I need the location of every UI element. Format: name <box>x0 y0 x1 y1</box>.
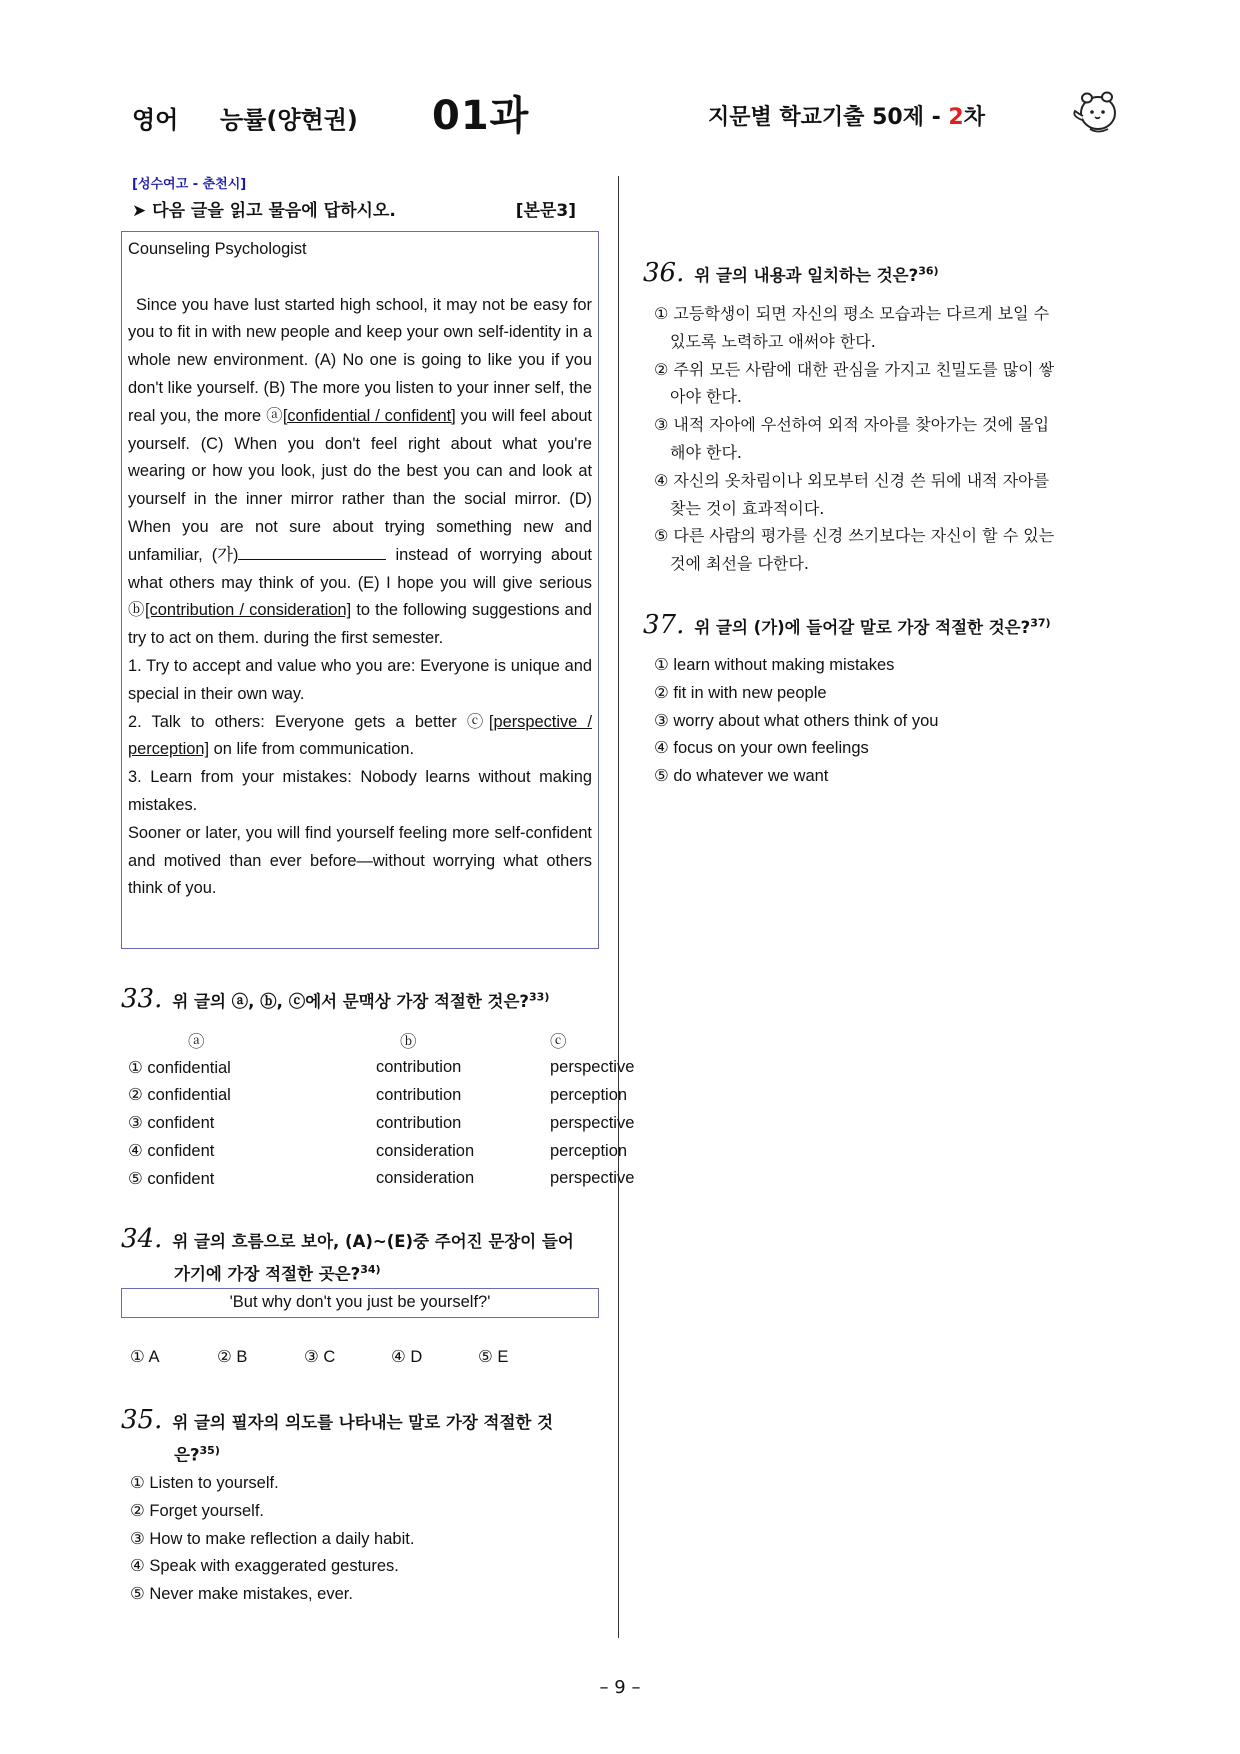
choice-a: [confidential / confident] <box>282 406 456 425</box>
question-34-text-1: 위 글의 흐름으로 보아, (A)~(E)중 주어진 문장이 들어 <box>172 1232 574 1251</box>
option-3-line-1: ③ 내적 자아에 우선하여 외적 자아를 찾아가는 것에 몰입 <box>654 415 1050 435</box>
blank-ga <box>238 543 386 560</box>
question-34-text-2: 가기에 가장 적절한 곳은? <box>174 1264 361 1284</box>
option-c[interactable]: ③ C <box>304 1348 336 1366</box>
suggestion-2-text-a: 2. Talk to others: Everyone gets a better ⓒ <box>128 712 489 731</box>
option-5[interactable] <box>654 522 1118 578</box>
header-c: ⓒ <box>550 1032 567 1051</box>
series-round-suffix: 차 <box>963 105 985 130</box>
suggestion-2 <box>128 709 592 765</box>
choice-cell: perspective <box>550 1113 635 1132</box>
option-2[interactable]: ② fit in with new people <box>654 683 827 702</box>
series-prefix: 지문별 학교기출 50제 - <box>708 105 949 130</box>
option-2[interactable] <box>654 356 1118 412</box>
instruction-line <box>132 196 576 221</box>
choice-cell: ⑤ confident <box>128 1169 215 1188</box>
option-3-line-2: 해야 한다. <box>670 442 742 462</box>
passage-text-4: to the following suggestions and try to act on them. during the first semester. <box>128 601 593 648</box>
choice-b: [contribution / consideration] <box>145 601 352 620</box>
question-33 <box>121 984 549 1014</box>
question-37-number: 37. <box>643 610 685 640</box>
choice-row[interactable] <box>128 1165 670 1193</box>
option-3[interactable]: ③ worry about what others think of you <box>654 711 939 730</box>
choice-cell: ④ confident <box>128 1142 215 1161</box>
question-35-text-2: 은? <box>174 1445 200 1465</box>
reading-passage <box>121 231 599 949</box>
option-b[interactable]: ② B <box>217 1348 248 1366</box>
choice-cell: perception <box>550 1085 628 1104</box>
textbook-label: 능률(양현권) <box>220 106 358 134</box>
option-4-line-1: ④ 자신의 옷차림이나 외모부터 신경 쓴 뒤에 내적 자아를 <box>654 470 1050 490</box>
option-5-line-2: 것에 최선을 다한다. <box>670 554 809 574</box>
choice-table-header <box>128 1026 670 1054</box>
option-2-line-2: 아야 한다. <box>670 387 742 407</box>
suggestion-3: 3. Learn from your mistakes: Nobody learns without making mistakes. <box>128 768 592 814</box>
choice-cell: perspective <box>550 1058 635 1077</box>
option-4[interactable]: ④ Speak with exaggerated gestures. <box>130 1557 399 1576</box>
option-1-line-1: ① 고등학생이 되면 자신의 평소 모습과는 다르게 보일 수 <box>654 304 1050 323</box>
question-35-line-2 <box>121 1437 601 1470</box>
question-33-choice-table <box>128 1026 670 1193</box>
choice-cell: perspective <box>550 1169 635 1188</box>
question-36 <box>643 258 939 288</box>
passage-title: Counseling Psychologist <box>128 240 307 258</box>
choice-cell: consideration <box>376 1169 475 1188</box>
option-e[interactable]: ⑤ E <box>478 1348 509 1366</box>
option-2-line-1: ② 주위 모든 사람에 대한 관심을 가지고 친밀도를 많이 쌓 <box>654 359 1055 379</box>
subject-label: 영어 <box>132 106 179 134</box>
given-sentence-box: 'But why don't you just be yourself?' <box>121 1288 599 1318</box>
question-36-footnote: 36) <box>918 264 939 278</box>
question-35-options <box>130 1470 414 1609</box>
option-2[interactable]: ② Forget yourself. <box>130 1501 265 1520</box>
option-3[interactable]: ③ How to make reflection a daily habit. <box>130 1529 415 1548</box>
question-35-number: 35. <box>121 1405 163 1435</box>
question-34 <box>121 1225 601 1289</box>
question-33-text: 위 글의 ⓐ, ⓑ, ⓒ에서 문맥상 가장 적절한 것은? <box>172 992 530 1011</box>
question-34-line-1 <box>121 1225 601 1256</box>
option-5[interactable]: ⑤ do whatever we want <box>654 767 829 786</box>
question-34-line-2 <box>121 1256 601 1289</box>
question-37-text: 위 글의 (가)에 들어갈 말로 가장 적절한 것은? <box>694 618 1031 637</box>
suggestion-2-text-b: on life from communication. <box>209 740 415 759</box>
option-4[interactable]: ④ focus on your own feelings <box>654 739 869 758</box>
passage-text-1: Since you have lust started high school, it may not be easy for you to fit in with new people and keep your own self-identity in a whole new environment. (A) No one is going to like you if you don't like yourself. (B) The more you listen to your inner self, the real you, the more ⓐ <box>128 295 592 425</box>
option-d[interactable]: ④ D <box>391 1348 423 1366</box>
choice-cell: perception <box>550 1141 628 1160</box>
question-35 <box>121 1406 601 1470</box>
option-1[interactable] <box>654 300 1118 356</box>
question-37 <box>643 610 1051 640</box>
option-1[interactable]: ① learn without making mistakes <box>654 656 895 674</box>
passage-closing: Sooner or later, you will find yourself feeling more self-confident and motived than ever before—without worrying what others think of you. <box>128 823 592 898</box>
choice-row[interactable] <box>128 1054 670 1082</box>
instruction-text: 다음 글을 읽고 물음에 답하시오. <box>152 201 396 221</box>
choice-cell: ② confidential <box>128 1086 231 1105</box>
question-35-text-1: 위 글의 필자의 의도를 나타내는 말로 가장 적절한 것 <box>172 1413 554 1432</box>
question-35-footnote: 35) <box>199 1444 220 1457</box>
page-number: – 9 – <box>599 1677 641 1698</box>
choice-cell: ③ confident <box>128 1114 215 1133</box>
column-divider <box>618 176 619 1638</box>
page-header <box>0 80 1240 140</box>
choice-row[interactable] <box>128 1109 670 1137</box>
option-4[interactable] <box>654 467 1118 523</box>
question-36-text: 위 글의 내용과 일치하는 것은? <box>694 266 919 285</box>
header-a: ⓐ <box>188 1032 205 1051</box>
option-1-line-2: 있도록 노력하고 애써야 한다. <box>670 331 876 351</box>
question-37-footnote: 37) <box>1030 616 1051 630</box>
passage-text-2: you will feel about yourself. (C) When you don't feel right about what you're wearing or how you look, just do the best you can and look at yourself in the inner mirror rather than the social mirror. (D) When you are not sure about trying something new and unfamiliar, (가) <box>128 406 592 564</box>
choice-row[interactable] <box>128 1137 670 1165</box>
option-4-line-2: 찾는 것이 효과적이다. <box>670 498 825 518</box>
passage-text-3: instead of worrying about what others may think of you. (E) I hope you will give serious ⓑ <box>128 545 592 620</box>
question-33-number: 33. <box>121 984 163 1014</box>
passage-main-paragraph <box>128 292 592 653</box>
question-34-options <box>130 1347 565 1367</box>
mascot-character-icon <box>1070 86 1122 138</box>
header-b: ⓑ <box>400 1032 417 1051</box>
question-37-options <box>654 652 938 791</box>
choice-row[interactable] <box>128 1082 670 1110</box>
passage-tag: [본문3] <box>515 201 576 221</box>
question-33-footnote: 33) <box>529 990 550 1004</box>
option-1[interactable]: ① Listen to yourself. <box>130 1474 279 1492</box>
choice-cell: consideration <box>376 1141 475 1160</box>
choice-cell: contribution <box>376 1113 462 1132</box>
series-title <box>708 100 985 131</box>
option-3[interactable] <box>654 411 1118 467</box>
arrow-icon: ➤ <box>132 201 147 221</box>
source-school: [성수여고 - 춘천시] <box>132 177 247 192</box>
lesson-title: 01과 <box>432 93 530 139</box>
question-34-footnote: 34) <box>360 1263 381 1276</box>
choice-cell: contribution <box>376 1058 462 1077</box>
question-36-options <box>654 300 1118 578</box>
question-36-number: 36. <box>643 258 685 288</box>
option-5[interactable]: ⑤ Never make mistakes, ever. <box>130 1585 353 1604</box>
question-35-line-1 <box>121 1406 601 1437</box>
option-a[interactable]: ① A <box>130 1348 160 1366</box>
choice-cell: ① confidential <box>128 1058 231 1077</box>
option-5-line-1: ⑤ 다른 사람의 평가를 신경 쓰기보다는 자신이 할 수 있는 <box>654 526 1055 546</box>
choice-c: [perspective / perception] <box>128 712 592 759</box>
question-34-number: 34. <box>121 1224 163 1254</box>
choice-cell: contribution <box>376 1085 462 1104</box>
suggestion-1: 1. Try to accept and value who you are: Everyone is unique and special in their own way. <box>128 656 592 703</box>
series-round-number: 2 <box>948 105 964 130</box>
